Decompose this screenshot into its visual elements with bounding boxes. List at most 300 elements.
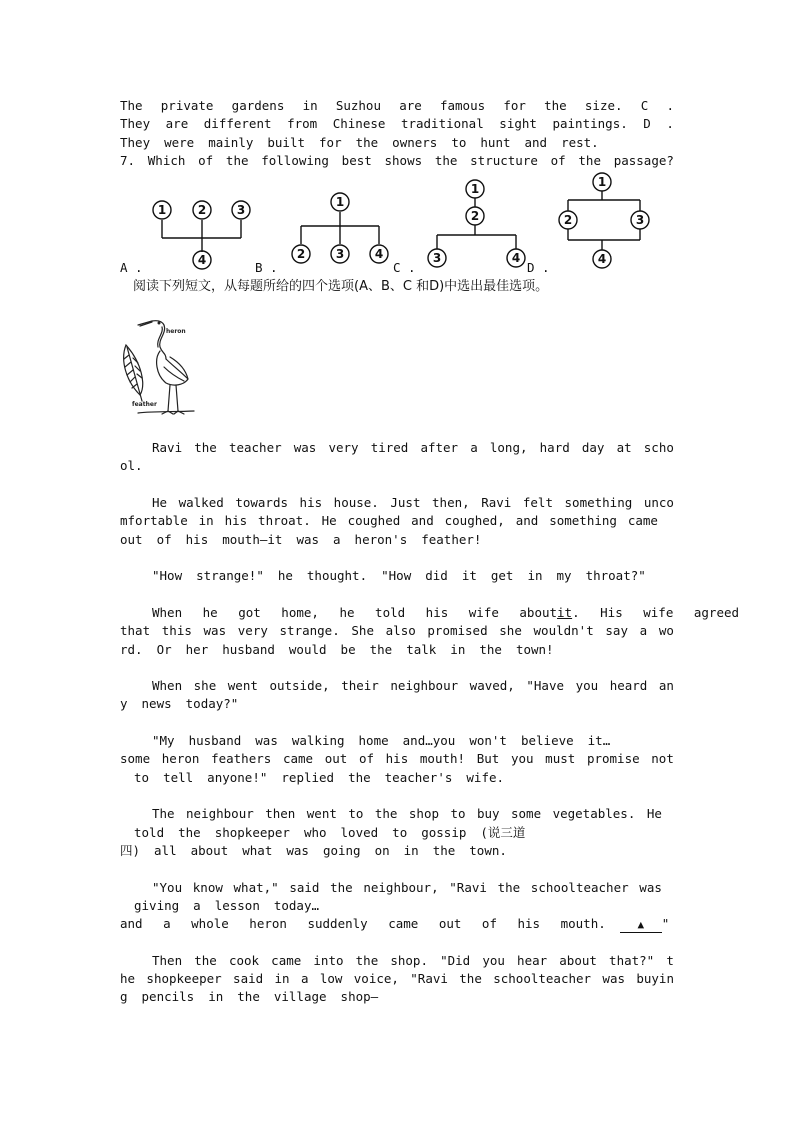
word: scho bbox=[643, 440, 674, 455]
word: walking bbox=[291, 733, 345, 748]
word: t bbox=[666, 953, 674, 968]
word: of bbox=[198, 153, 214, 168]
word: be bbox=[340, 642, 356, 657]
word: a bbox=[639, 623, 648, 638]
option-d-label: D . bbox=[527, 260, 550, 275]
word: then, bbox=[432, 495, 470, 510]
word: thought. bbox=[306, 568, 368, 583]
word: in bbox=[450, 642, 466, 657]
heron-label: heron bbox=[166, 328, 186, 335]
word: sight bbox=[499, 116, 537, 131]
word: she bbox=[193, 678, 217, 693]
svg-text:3: 3 bbox=[432, 251, 442, 265]
word: home bbox=[358, 733, 389, 748]
word: into bbox=[313, 953, 344, 968]
underlined-it: it bbox=[557, 605, 573, 620]
word: Which bbox=[147, 153, 186, 168]
word: it bbox=[461, 568, 477, 583]
word: lesson bbox=[214, 898, 260, 913]
word: shop bbox=[408, 806, 439, 821]
passage-line bbox=[120, 842, 674, 860]
word: shop— bbox=[340, 989, 379, 1004]
word: long, bbox=[489, 440, 528, 455]
svg-text:2: 2 bbox=[563, 213, 573, 227]
word: in bbox=[403, 843, 419, 858]
word: shop. bbox=[390, 953, 428, 968]
word: different bbox=[203, 116, 272, 131]
word: the bbox=[237, 989, 260, 1004]
svg-text:4: 4 bbox=[597, 252, 607, 266]
word: the bbox=[434, 153, 458, 168]
word: He bbox=[646, 806, 662, 821]
word: about bbox=[190, 843, 229, 858]
word: of bbox=[550, 153, 566, 168]
word: village bbox=[273, 989, 327, 1004]
word: out bbox=[120, 532, 143, 547]
word: hard bbox=[539, 440, 570, 455]
word: wo bbox=[658, 623, 674, 638]
word: strange!" bbox=[196, 568, 264, 583]
word: and bbox=[524, 135, 548, 150]
word: private bbox=[160, 98, 214, 113]
word: that?" bbox=[609, 953, 655, 968]
word: know bbox=[192, 880, 223, 895]
word: mainly bbox=[208, 135, 254, 150]
word: and bbox=[515, 513, 539, 528]
word: he bbox=[277, 568, 293, 583]
word: hear bbox=[517, 953, 548, 968]
word: something bbox=[549, 513, 617, 528]
word: She bbox=[351, 623, 374, 638]
word: in bbox=[198, 513, 214, 528]
passage-line bbox=[152, 439, 674, 457]
word: D bbox=[643, 116, 651, 131]
word: owners bbox=[392, 135, 438, 150]
word: of bbox=[156, 532, 172, 547]
word: the bbox=[369, 642, 393, 657]
word: was bbox=[296, 532, 320, 547]
svg-text:1: 1 bbox=[335, 195, 345, 209]
word: "Have bbox=[526, 678, 565, 693]
word: mfortable bbox=[120, 513, 188, 528]
word: giving bbox=[134, 898, 180, 913]
word: buyin bbox=[636, 971, 674, 986]
word: he bbox=[120, 971, 136, 986]
word: the bbox=[355, 953, 379, 968]
word: When bbox=[152, 678, 183, 693]
diagram-option-a bbox=[150, 196, 256, 272]
word: his bbox=[185, 532, 209, 547]
word: Chinese bbox=[332, 116, 386, 131]
word: are bbox=[399, 98, 422, 113]
feather-label: feather bbox=[132, 401, 157, 408]
svg-text:1: 1 bbox=[597, 175, 607, 189]
word: waved, bbox=[469, 678, 515, 693]
word: y bbox=[120, 696, 128, 711]
word: schoolteacher bbox=[530, 880, 629, 895]
svg-text:1: 1 bbox=[157, 203, 167, 217]
word: was bbox=[293, 440, 317, 455]
word: mouth! bbox=[419, 751, 466, 766]
word: came bbox=[627, 513, 658, 528]
word: "How bbox=[381, 568, 412, 583]
word: what," bbox=[233, 880, 279, 895]
reading-instruction: 阅读下列短文，从每题所给的四个选项(A、B、C 和D)中选出最佳选项。 bbox=[133, 279, 549, 294]
word: today… bbox=[273, 898, 319, 913]
word: Ravi bbox=[481, 495, 512, 510]
word: say bbox=[605, 623, 628, 638]
passage-text: and a whole heron suddenly came out of his mouth. bbox=[120, 916, 606, 931]
word: something bbox=[564, 495, 633, 510]
word: the bbox=[178, 825, 201, 840]
word: the bbox=[355, 135, 379, 150]
word: vegetables. bbox=[552, 806, 636, 821]
word: who bbox=[303, 825, 327, 840]
word: to bbox=[450, 806, 466, 821]
option-d-line bbox=[120, 134, 674, 152]
word: you bbox=[575, 678, 599, 693]
word: throat?" bbox=[585, 568, 646, 583]
word: anyone!" bbox=[207, 770, 268, 785]
passage-line bbox=[134, 897, 688, 915]
word: heron bbox=[161, 751, 200, 766]
word: famous bbox=[439, 98, 486, 113]
passage-line bbox=[152, 805, 662, 823]
word: was bbox=[602, 971, 625, 986]
word: mouth—it bbox=[222, 532, 283, 547]
word: at bbox=[616, 440, 632, 455]
word: this bbox=[161, 623, 192, 638]
word: "Ravi bbox=[410, 971, 448, 986]
word: believe bbox=[520, 733, 574, 748]
word: paintings. bbox=[552, 116, 628, 131]
option-a-label: A . bbox=[120, 260, 143, 275]
word: g bbox=[120, 989, 128, 1004]
word: going bbox=[322, 843, 361, 858]
word: low bbox=[319, 971, 343, 986]
svg-text:2: 2 bbox=[197, 203, 207, 217]
word: was bbox=[255, 733, 278, 748]
word: best bbox=[341, 153, 372, 168]
word: today?" bbox=[185, 696, 239, 711]
word: it… bbox=[587, 733, 611, 748]
word: to bbox=[451, 135, 467, 150]
word: to bbox=[134, 770, 150, 785]
word: that bbox=[120, 623, 151, 638]
word: told bbox=[134, 825, 165, 840]
word: 四) bbox=[120, 843, 141, 858]
word: were bbox=[164, 135, 195, 150]
word: the bbox=[544, 98, 567, 113]
passage-line bbox=[120, 457, 674, 475]
svg-text:3: 3 bbox=[635, 213, 645, 227]
word: The bbox=[120, 98, 143, 113]
word: walked bbox=[178, 495, 224, 510]
word: . bbox=[666, 98, 674, 113]
word: after bbox=[420, 440, 459, 455]
word: structure bbox=[470, 153, 538, 168]
heron-feather-illustration bbox=[118, 315, 198, 419]
word: her bbox=[185, 642, 209, 657]
word: a bbox=[333, 532, 341, 547]
word: you bbox=[482, 953, 505, 968]
word: very bbox=[328, 440, 359, 455]
word: from bbox=[287, 116, 318, 131]
svg-text:3: 3 bbox=[236, 203, 246, 217]
word: some bbox=[120, 751, 151, 766]
word: They bbox=[120, 116, 151, 131]
word: the bbox=[374, 806, 398, 821]
word: C bbox=[640, 98, 649, 113]
diagram-option-b bbox=[288, 190, 394, 268]
word: "Did bbox=[440, 953, 471, 968]
word: heard bbox=[609, 678, 648, 693]
passage-line bbox=[152, 952, 674, 970]
svg-text:1: 1 bbox=[470, 182, 480, 196]
word: size. bbox=[584, 98, 623, 113]
word: promise bbox=[586, 751, 640, 766]
diagram-option-d bbox=[556, 172, 652, 270]
word: Ravi bbox=[152, 440, 183, 455]
word: talk bbox=[406, 642, 437, 657]
word: very bbox=[237, 623, 268, 638]
passage-line bbox=[134, 824, 688, 842]
word: throat. bbox=[258, 513, 311, 528]
word: felt bbox=[522, 495, 553, 510]
word: the bbox=[578, 153, 601, 168]
word: day bbox=[581, 440, 605, 455]
option-c-label: C . bbox=[393, 260, 416, 275]
word: husband bbox=[222, 642, 275, 657]
word: gardens bbox=[231, 98, 285, 113]
word: she bbox=[499, 623, 522, 638]
passage-line-with-blank: and a whole heron suddenly came out of his mouth. ▲ " bbox=[120, 916, 670, 931]
word: ol. bbox=[120, 458, 143, 473]
word: "Ravi bbox=[449, 880, 487, 895]
word: 7. bbox=[120, 153, 136, 168]
svg-text:3: 3 bbox=[335, 247, 345, 261]
word: He bbox=[321, 513, 337, 528]
passage-line bbox=[152, 677, 674, 695]
word: some bbox=[511, 806, 542, 821]
passage-line bbox=[120, 622, 674, 640]
word: the bbox=[497, 880, 521, 895]
word: you bbox=[510, 751, 534, 766]
word: teacher bbox=[228, 440, 282, 455]
word: was bbox=[203, 623, 227, 638]
word: towards bbox=[235, 495, 288, 510]
passage-line bbox=[152, 879, 662, 897]
word: loved bbox=[340, 825, 379, 840]
word: all bbox=[154, 843, 177, 858]
word: said bbox=[289, 880, 320, 895]
svg-text:2: 2 bbox=[296, 247, 306, 261]
option-b-line bbox=[120, 97, 674, 115]
word: shopkeeper bbox=[214, 825, 290, 840]
word: "You bbox=[152, 880, 183, 895]
word: feathers bbox=[211, 751, 272, 766]
word: to bbox=[348, 806, 364, 821]
word: unco bbox=[643, 495, 674, 510]
word: neighbour, bbox=[363, 880, 439, 895]
word: tell bbox=[163, 770, 194, 785]
word: The bbox=[152, 806, 175, 821]
word: went bbox=[227, 678, 258, 693]
word: neighbour bbox=[390, 678, 459, 693]
word: neighbour bbox=[186, 806, 254, 821]
word: Just bbox=[390, 495, 421, 510]
word: Suzhou bbox=[335, 98, 381, 113]
word: and…you bbox=[402, 733, 456, 748]
word: the bbox=[194, 953, 217, 968]
word: for bbox=[319, 135, 342, 150]
option-b-label: B . bbox=[255, 260, 278, 275]
word: wouldn't bbox=[533, 623, 594, 638]
answer-blank: ▲ bbox=[620, 918, 662, 933]
word: my bbox=[556, 568, 572, 583]
word: shows bbox=[384, 153, 423, 168]
word: cook bbox=[228, 953, 260, 968]
word: a bbox=[193, 898, 201, 913]
word: was bbox=[639, 880, 662, 895]
word: would bbox=[288, 642, 327, 657]
word: voice, bbox=[353, 971, 399, 986]
word: feather! bbox=[421, 532, 482, 547]
word: also bbox=[385, 623, 416, 638]
passage-line bbox=[120, 750, 674, 768]
word: house. bbox=[333, 495, 379, 510]
svg-text:2: 2 bbox=[470, 209, 480, 223]
word: the bbox=[479, 642, 502, 657]
word: buy bbox=[476, 806, 500, 821]
passage-line bbox=[120, 695, 674, 713]
word: an bbox=[658, 678, 674, 693]
word: the bbox=[330, 880, 353, 895]
word: built bbox=[267, 135, 306, 150]
word: a bbox=[470, 440, 478, 455]
word: was bbox=[286, 843, 309, 858]
word: They bbox=[120, 135, 151, 150]
word: following bbox=[261, 153, 329, 168]
word: for bbox=[503, 98, 526, 113]
passage-line bbox=[120, 531, 674, 549]
word: the bbox=[225, 153, 249, 168]
word: his bbox=[385, 751, 409, 766]
word: husband bbox=[188, 733, 242, 748]
word: passage? bbox=[613, 153, 674, 168]
passage-line bbox=[120, 512, 658, 530]
word: of bbox=[358, 751, 374, 766]
word: shopkeeper bbox=[146, 971, 222, 986]
word: traditional bbox=[400, 116, 484, 131]
word: the bbox=[459, 971, 482, 986]
word: coughed bbox=[347, 513, 401, 528]
svg-text:4: 4 bbox=[511, 251, 521, 265]
word: teacher's bbox=[384, 770, 453, 785]
word: must bbox=[545, 751, 576, 766]
word: Then bbox=[152, 953, 183, 968]
word: (说三道 bbox=[480, 825, 526, 840]
word: rd. bbox=[120, 642, 143, 657]
passage-line bbox=[152, 567, 674, 585]
word: in bbox=[274, 971, 290, 986]
word: their bbox=[341, 678, 379, 693]
word: "My bbox=[152, 733, 175, 748]
word: came bbox=[282, 751, 314, 766]
option-c-line bbox=[120, 115, 674, 133]
word: strange. bbox=[279, 623, 340, 638]
passage-text: When he got home, he told his wife about bbox=[152, 605, 558, 620]
word: gossip bbox=[421, 825, 467, 840]
word: town! bbox=[515, 642, 554, 657]
word: a bbox=[300, 971, 309, 986]
word: did bbox=[425, 568, 448, 583]
word: promised bbox=[427, 623, 488, 638]
word: out bbox=[324, 751, 348, 766]
word: pencils bbox=[141, 989, 195, 1004]
word: get bbox=[490, 568, 514, 583]
passage-line bbox=[134, 769, 688, 787]
word: "How bbox=[152, 568, 183, 583]
word: replied bbox=[281, 770, 335, 785]
word: He bbox=[152, 495, 168, 510]
passage-line bbox=[120, 970, 674, 988]
word: heron's bbox=[354, 532, 408, 547]
passage-line bbox=[120, 988, 674, 1006]
word: in bbox=[527, 568, 543, 583]
word: the bbox=[194, 440, 217, 455]
word: . bbox=[666, 116, 674, 131]
word: rest. bbox=[561, 135, 599, 150]
passage-line bbox=[120, 641, 674, 659]
word: came bbox=[271, 953, 302, 968]
word: town. bbox=[469, 843, 507, 858]
word: wife. bbox=[466, 770, 505, 785]
word: to bbox=[392, 825, 408, 840]
word: about bbox=[559, 953, 597, 968]
word: Or bbox=[156, 642, 172, 657]
word: his bbox=[299, 495, 323, 510]
word: won't bbox=[469, 733, 507, 748]
word: news bbox=[141, 696, 172, 711]
word: the bbox=[432, 843, 456, 858]
word: went bbox=[306, 806, 337, 821]
word: tired bbox=[370, 440, 409, 455]
passage-line bbox=[152, 732, 674, 750]
word: the bbox=[348, 770, 371, 785]
word: what bbox=[242, 843, 273, 858]
word: not bbox=[651, 751, 674, 766]
word: on bbox=[374, 843, 390, 858]
word: outside, bbox=[269, 678, 330, 693]
passage-line-with-it: When he got home, he told his wife about it. His wife agreed bbox=[152, 605, 740, 620]
word: then bbox=[265, 806, 296, 821]
word: coughed, bbox=[444, 513, 505, 528]
word: are bbox=[165, 116, 189, 131]
passage-line bbox=[152, 494, 674, 512]
question-7-stem bbox=[120, 152, 674, 170]
word: in bbox=[208, 989, 224, 1004]
word: and bbox=[411, 513, 434, 528]
svg-text:4: 4 bbox=[374, 247, 384, 261]
word: his bbox=[224, 513, 248, 528]
word: hunt bbox=[480, 135, 511, 150]
svg-text:4: 4 bbox=[197, 253, 207, 267]
word: schoolteacher bbox=[493, 971, 592, 986]
word: But bbox=[476, 751, 500, 766]
word: in bbox=[302, 98, 318, 113]
word: said bbox=[233, 971, 264, 986]
